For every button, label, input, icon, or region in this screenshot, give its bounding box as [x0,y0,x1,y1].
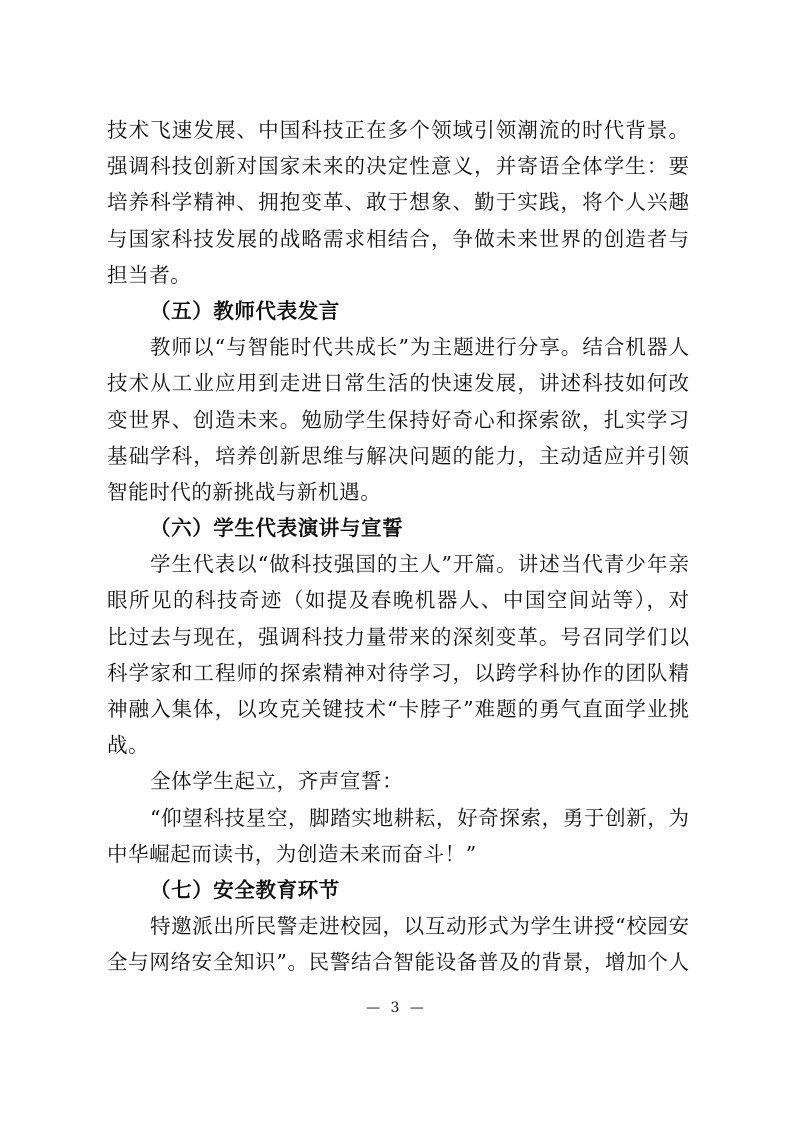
text-line: 神融入集体，以攻克关键技术“卡脖子”难题的勇气直面学业挑 [107,697,689,721]
text-line: 智能时代的新挑战与新机遇。 [107,479,382,504]
text-line: 变世界、创造未来。勉励学生保持好奇心和探索欲，扎实学习 [107,407,689,432]
text-line: 全体学生起立，齐声宣誓： [150,769,404,794]
text-line: 技术从工业应用到走进日常生活的快速发展，讲述科技如何改 [107,371,689,396]
section-heading: （六）学生代表演讲与宣誓 [150,516,404,541]
text-line: 中华崛起而读书，为创造未来而奋斗！” [107,841,477,866]
text-line: 比过去与现在，强调科技力量带来的深刻变革。号召同学们以 [107,624,689,649]
text-line: 基础学科，培养创新思维与解决问题的能力，主动适应并引领 [107,443,689,468]
text-line: 战。 [107,733,150,758]
text-line: 特邀派出所民警走进校园，以互动形式为学生讲授“校园安 [150,914,689,939]
page-number: — 3 — [366,1000,427,1016]
text-line: 与国家科技发展的战略需求相结合，争做未来世界的创造者与 [107,226,689,251]
text-line: 科学家和工程师的探索精神对待学习，以跨学科协作的团队精 [107,660,689,685]
text-line: 学生代表以“做科技强国的主人”开篇。讲述当代青少年亲 [150,552,689,577]
text-line: 担当者。 [107,262,192,287]
section-heading: （五）教师代表发言 [150,298,340,323]
text-line: 强调科技创新对国家未来的决定性意义，并寄语全体学生：要 [107,154,689,179]
document-body [107,112,689,981]
text-line: 技术飞速发展、中国科技正在多个领域引领潮流的时代背景。 [107,118,689,142]
text-line: 教师以“与智能时代共成长”为主题进行分享。结合机器人 [150,335,689,360]
text-line: 培养科学精神、拥抱变革、敢于想象、勤于实践，将个人兴趣 [107,190,689,215]
text-line: 全与网络安全知识”。民警结合智能设备普及的背景，增加个人 [107,950,689,975]
text-line: “仰望科技星空，脚踏实地耕耘，好奇探索，勇于创新，为 [150,805,689,830]
text-line: 眼所见的科技奇迹（如提及春晚机器人、中国空间站等），对 [107,588,689,613]
section-heading: （七）安全教育环节 [150,877,340,902]
